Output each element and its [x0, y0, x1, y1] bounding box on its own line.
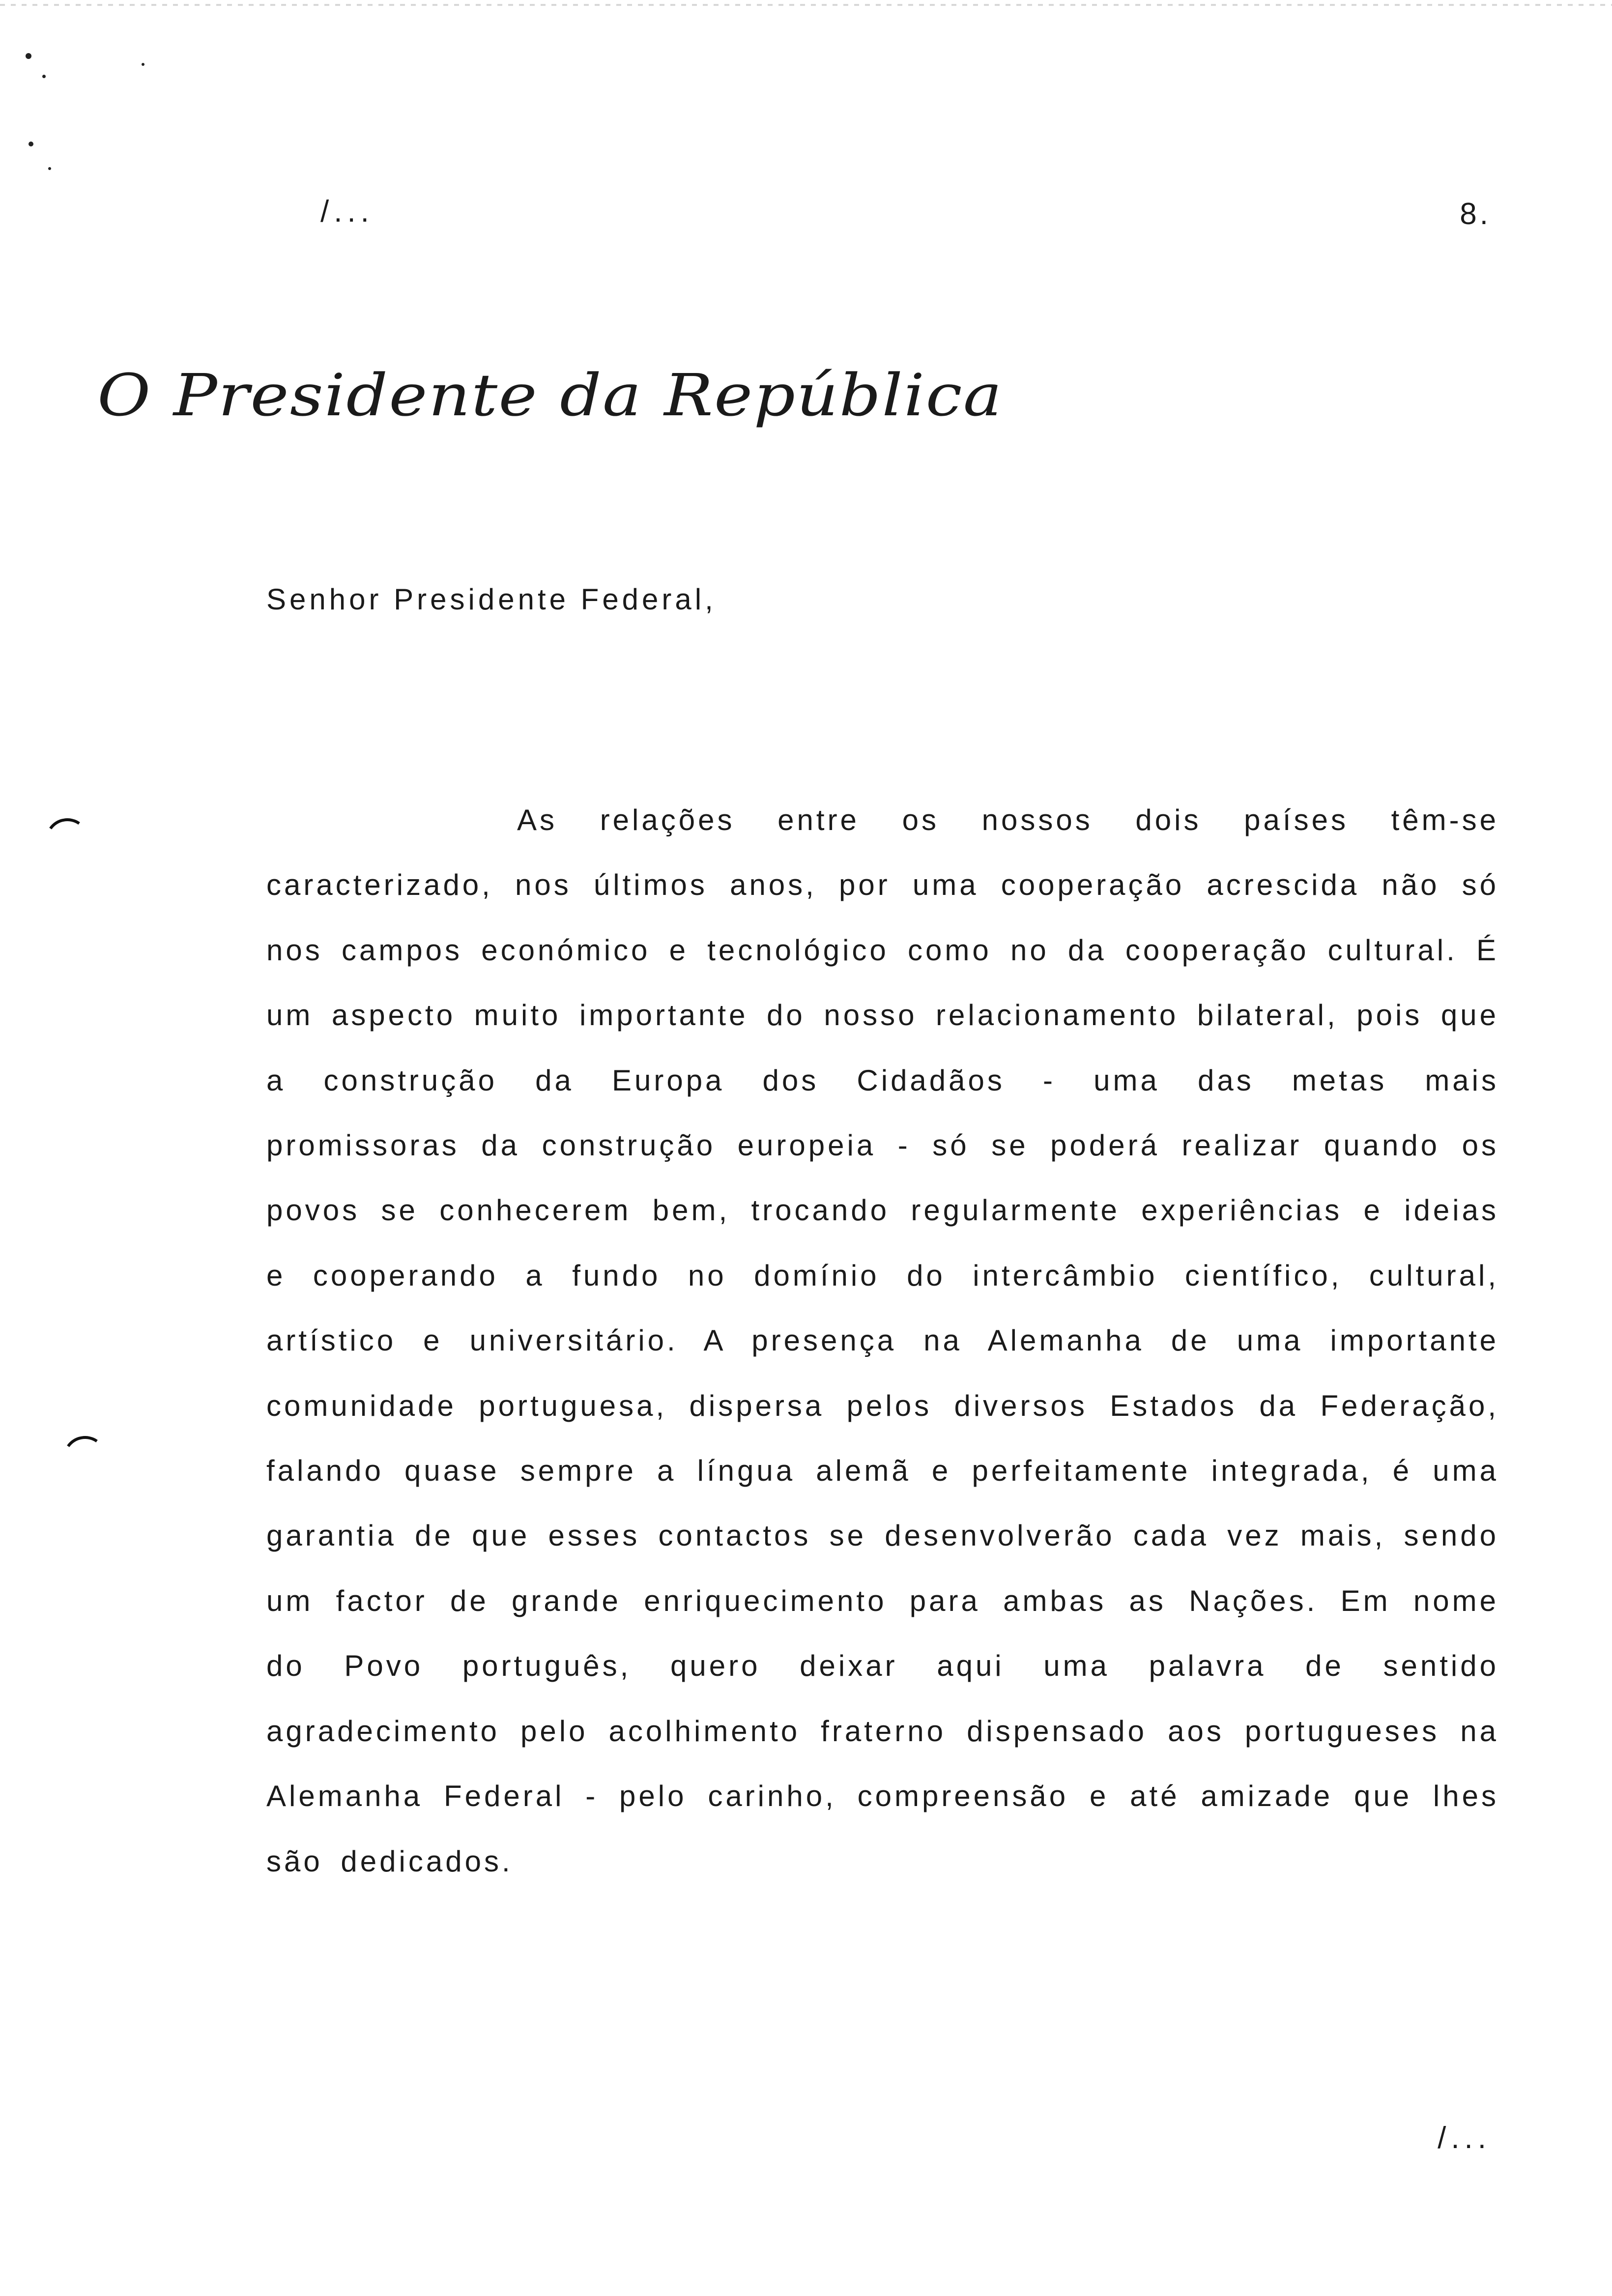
continuation-mark-top: /...	[320, 195, 374, 229]
hole-punch-mark	[59, 1433, 111, 1484]
scan-speck	[142, 63, 144, 66]
salutation: Senhor Presidente Federal,	[266, 583, 717, 616]
scan-speck	[26, 53, 31, 59]
scan-speck	[48, 167, 51, 170]
page-number: 8.	[1460, 197, 1491, 231]
letter-body-paragraph: As relações entre os nossos dois países têm-se caracterizado, nos últimos anos, por uma cooperação acrescida não só nos campos económico e tecnológico como no da cooperação cultural. É um aspecto muito importante do nosso relacionamento bilateral, pois que a construção da Europa dos Cidadãos - uma das metas mais promissoras da construção europeia - só se poderá realizar quando os povos se conhecerem bem, trocando regularmente experiências e ideias e cooperando a fundo no domínio do intercâmbio científico, cultural, artístico e universitário. A presença na Alemanha de uma importante comunidade portuguesa, dispersa pelos diversos Estados da Federação, falando quase sempre a língua alemã e perfeitamente integrada, é uma garantia de que esses contactos se desenvolverão cada vez mais, sendo um factor de grande enriquecimento para ambas as Nações. Em nome do Povo português, quero deixar aqui uma palavra de sentido agradecimento pelo acolhimento fraterno dispensado aos portugueses na Alemanha Federal - pelo carinho, compreensão e até amizade que lhes são dedicados.	[266, 804, 1499, 1878]
scan-edge-artifact	[0, 4, 1612, 6]
hole-punch-mark	[42, 815, 93, 866]
scan-speck	[42, 75, 46, 78]
scan-speck	[29, 142, 33, 146]
letterhead-title: O Presidente da República	[97, 361, 1003, 429]
continuation-mark-bottom: /...	[1438, 2121, 1491, 2155]
